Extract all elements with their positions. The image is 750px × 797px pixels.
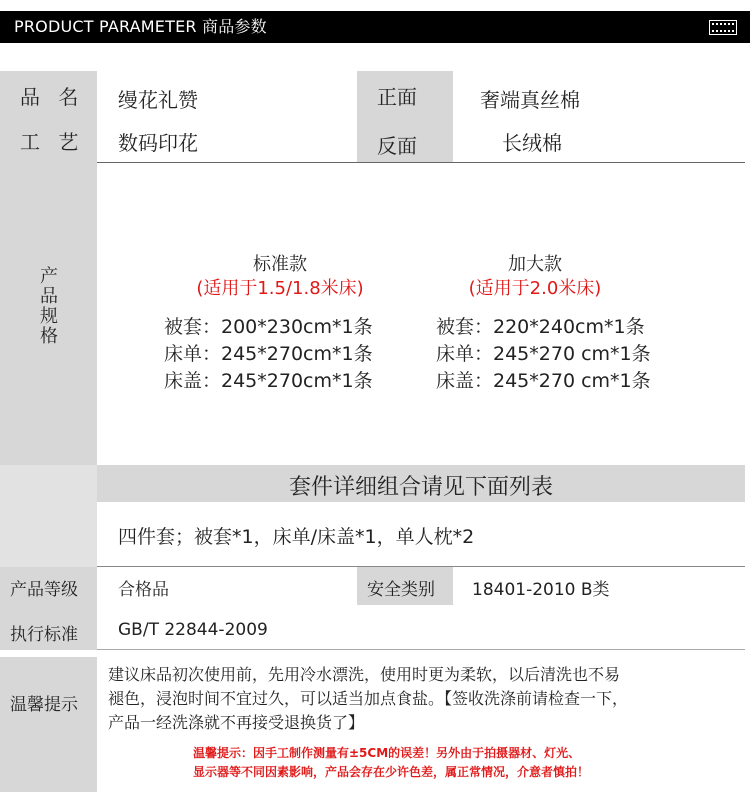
tips-note bbox=[193, 744, 713, 782]
tips-label: 温馨提示 bbox=[10, 695, 78, 715]
name-value: 缦花礼赞 bbox=[118, 88, 198, 112]
tips-note-line: 温馨提示：因手工制作测量有±5CM的误差！另外由于拍摄器材、灯光、 bbox=[193, 746, 581, 760]
large-title: 加大款 bbox=[508, 254, 562, 275]
large-line: 被套：220*240cm*1条 bbox=[436, 316, 645, 338]
standard-line: 被套：200*230cm*1条 bbox=[164, 316, 373, 338]
front-label-cell bbox=[357, 71, 453, 118]
header-title: PRODUCT PARAMETER 商品参数 bbox=[14, 17, 267, 36]
set-banner bbox=[97, 465, 745, 502]
safety-value: 18401-2010 B类 bbox=[472, 580, 610, 600]
tips-text bbox=[108, 663, 748, 735]
standard-note: (适用于1.5/1.8米床) bbox=[196, 278, 364, 299]
back-label-cell bbox=[357, 118, 453, 163]
large-line: 床单：245*270 cm*1条 bbox=[436, 343, 651, 365]
set-title: 套件详细组合请见下面列表 bbox=[288, 475, 553, 500]
tips-note-line: 显示器等不同因素影响，产品会存在少许色差，属正常情况，介意者慎拍！ bbox=[193, 765, 590, 779]
standard-label-cell bbox=[0, 605, 97, 650]
row-divider bbox=[97, 162, 745, 163]
standard-value: GB/T 22844-2009 bbox=[118, 620, 268, 640]
safety-label: 安全类别 bbox=[367, 580, 435, 600]
name-label-cell bbox=[0, 71, 97, 118]
header-bar bbox=[0, 11, 750, 43]
back-value: 长绒棉 bbox=[502, 131, 562, 155]
tips-line: 建议床品初次使用前，先用冷水漂洗，使用时更为柔软，以后清洗也不易 bbox=[108, 665, 621, 684]
grade-value: 合格品 bbox=[118, 580, 169, 600]
spec-label-cell bbox=[0, 163, 97, 465]
set-left-gray bbox=[0, 465, 97, 567]
spec-label: 产品规格 bbox=[40, 266, 58, 347]
craft-label: 工 艺 bbox=[20, 130, 85, 154]
tips-line: 褪色，浸泡时间不宜过久，可以适当加点食盐。【签收洗涤前请检查一下， bbox=[108, 689, 629, 708]
film-icon bbox=[709, 20, 737, 35]
front-value: 奢端真丝棉 bbox=[480, 88, 580, 112]
large-size-block bbox=[430, 250, 670, 400]
craft-value: 数码印花 bbox=[118, 131, 198, 155]
name-label: 品 名 bbox=[20, 85, 85, 109]
standard-title: 标准款 bbox=[253, 254, 307, 275]
row-divider bbox=[97, 649, 745, 650]
back-label: 反面 bbox=[377, 134, 417, 158]
standard-line: 床盖：245*270cm*1条 bbox=[164, 370, 373, 392]
large-line: 床盖：245*270 cm*1条 bbox=[436, 370, 651, 392]
standard-line: 床单：245*270cm*1条 bbox=[164, 343, 373, 365]
tips-line: 产品一经洗涤就不再接受退换货了】 bbox=[108, 713, 365, 732]
standard-label: 执行标准 bbox=[10, 625, 78, 645]
safety-label-cell bbox=[357, 567, 453, 605]
standard-size-block bbox=[160, 250, 400, 400]
grade-label-cell bbox=[0, 567, 97, 605]
set-content: 四件套；被套*1，床单/床盖*1，单人枕*2 bbox=[118, 526, 475, 548]
tips-label-cell bbox=[0, 657, 97, 792]
craft-label-cell bbox=[0, 118, 97, 163]
large-note: (适用于2.0米床) bbox=[468, 278, 602, 299]
front-label: 正面 bbox=[377, 85, 417, 109]
grade-label: 产品等级 bbox=[10, 580, 78, 600]
